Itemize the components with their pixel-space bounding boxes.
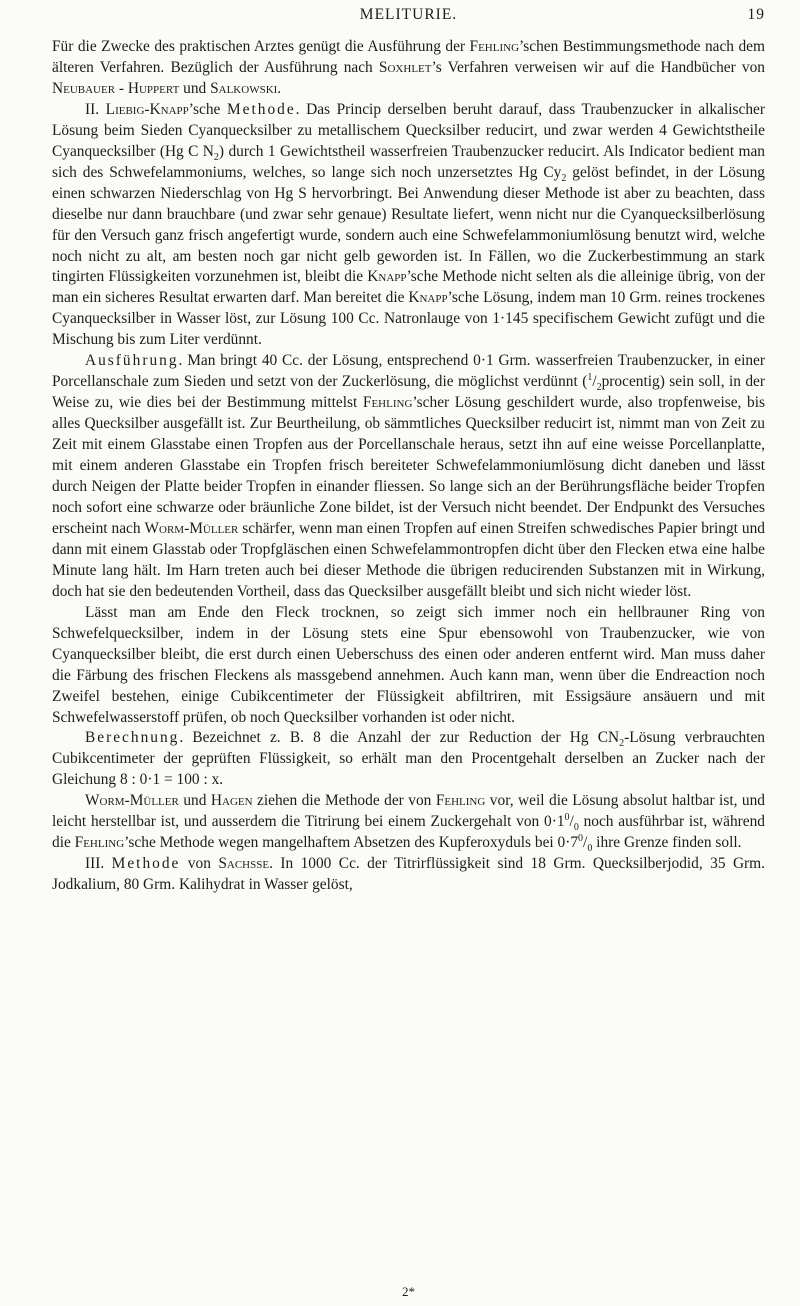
paragraph-sachsse-method: III. Methode von Sachsse. In 1000 Cc. der Titrirflüssigkeit sind 18 Grm. Quecksilberjodid, 35 Grm. Jodkalium, 80 Grm. Kalihydrat in Wasser gelöst, [52, 855, 766, 894]
paragraph-berechnung: Berechnung. Bezeichnet z. B. 8 die Anzahl der zur Reduction der Hg $CN_2$-Lösung verbrauchten Cubikcentimeter der geprüften Flüssigkeit, so erhält man den Procentgehalt derselben an Zucker nach der Gleichung 8 : 0·1 = 100 : x. [52, 729, 765, 789]
paragraph-worm-mueller-hagen: Worm-Müller und Hagen ziehen die Methode der von Fehling vor, weil die Lösung absolut haltbar ist, und leicht herstellbar ist, und ausserdem die Titrirung bei einem Zuckergehalt von $0\cdot 1^0/_0$ noch ausführbar ist, während die Fehling’sche Methode wegen mangelhaftem Absetzen des Kupferoxyduls bei $0\cdot 7^0/_0$ ihre Grenze finden soll. [52, 792, 766, 855]
paragraph-fleck-trocknen: Lässt man am Ende den Fleck trocknen, so zeigt sich immer noch ein hellbrauner Ring von Schwefelquecksilber, indem in der Lösung stets eine Spur ebensowohl von Traubenzucker, wie von Cyanquecksilber bleibt, die erst durch einen Ueberschuss des einen oder anderen entfernt wird. Man muss daher die Färbung des frischen Fleckens als massgebend annehmen. Auch kann man, wenn über die Endreaction noch Zweifel bestehen, einige Cubikcentimeter der Flüssigkeit abfiltriren, mit Essigsäure ansäuern und mit Schwefelwasserstoff prüfen, ob noch Quecksilber vorhanden ist oder nicht. [52, 603, 765, 726]
signature-mark: 2* [402, 1284, 415, 1299]
paragraph-fehling-note: Für die Zwecke des praktischen Arztes genügt die Ausführung der Fehling’schen Bestimmungsmethode nach dem älteren Verfahren. Bezüglich der Ausführung nach Soxhlet’s Verfahren verweisen wir auf die Handbücher von Neubauer - Huppert und Salkowski. [52, 38, 765, 97]
running-head [52, 6, 765, 28]
page-number: 19 [747, 6, 765, 23]
paragraph-ausfuehrung: Ausführung. Man bringt 40 Cc. der Lösung, entsprechend 0·1 Grm. wasserfreien Traubenzucker, in einer Porcellanschale zum Sieden und setzt von der Zuckerlösung, die möglichst verdünnt $(^1/_2procentig)$ sein soll, in der Weise zu, wie dies bei der Bestimmung mittelst Fehling’scher Lösung geschildert wurde, also tropfenweise, bis alles Quecksilber ausgefällt ist. Zur Beurtheilung, ob sämmtliches Quecksilber reducirt ist, nimmt man von Zeit zu Zeit mit einem Glasstabe einen Tropfen aus der Porcellanschale heraus, setzt ihn auf eine weisse Porcellanplatte, mit einem anderen Glasstabe ein Tropfen frisch bereiteter Schwefelammoniumlösung dicht daneben und lässt durch Neigen der Platte beider Tropfen in einander fliessen. So lange sich an der Berührungsfläche beider Tropfen noch sofort eine schwarze oder bräunliche Zone bildet, ist der Versuch nicht beendet. Der Endpunkt des Versuches erscheint nach Worm-Müller schärfer, wenn man einen Tropfen auf einen Streifen schwedisches Papier bringt und dann mit einem Glasstab oder Tropfgläschen einen Schwefelammontropfen dicht über den Flecken etwa eine halbe Minute lang hält. Im Harn treten auch bei dieser Methode die übrigen reducirenden Substanzen mit in Wirkung, doch hat sie den bedeutenden Vortheil, dass das Quecksilber ausgefällt bleibt und sich nicht wieder löst. [52, 352, 765, 600]
running-title: MELITURIE. [359, 6, 458, 23]
paragraph-liebig-knapp-method: II. Liebig-Knapp’sche Methode. Das Princip derselben beruht darauf, dass Traubenzucker in alkalischer Lösung beim Sieden Cyanquecksilber zu metallischem Quecksilber reducirt, und zwar werden 4 Gewichtstheile Cyanquecksilber (Hg C $N_2$) durch 1 Gewichtstheil wasserfreien Traubenzucker reducirt. Als Indicator bedient man sich des Schwefelammoniums, welches, so lange sich noch unzersetztes Hg $Cy_2$ gelöst befindet, in der Lösung einen schwarzen Niederschlag von Hg S hervorbringt. Bei Anwendung dieser Methode ist aber zu beachten, dass dieselbe nur dann brauchbare (und zwar sehr genaue) Resultate liefert, wenn nicht nur die Cyanquecksilberlösung für den Versuch ganz frisch angefertigt wurde, sondern auch eine Schwefelammoniumlösung benutzt wird, welche noch nicht zu alt, am besten noch gar nicht gelb geworden ist. In Fällen, wo die Zuckerbestimmung an stark tingirten Flüssigkeiten vorzunehmen ist, bleibt die Knapp’sche Methode nicht selten als die alleinige übrig, von der man ein sicheres Resultat erwarten darf. Man bereitet die Knapp’sche Lösung, indem man 10 Grm. reines trockenes Cyanquecksilber in Wasser löst, zur Lösung 100 Cc. Natronlauge von 1·145 specifischem Gewicht zufügt und die Mischung bis zum Liter verdünnt. [52, 100, 766, 349]
book-page [52, 0, 765, 1306]
body-text [52, 37, 765, 896]
